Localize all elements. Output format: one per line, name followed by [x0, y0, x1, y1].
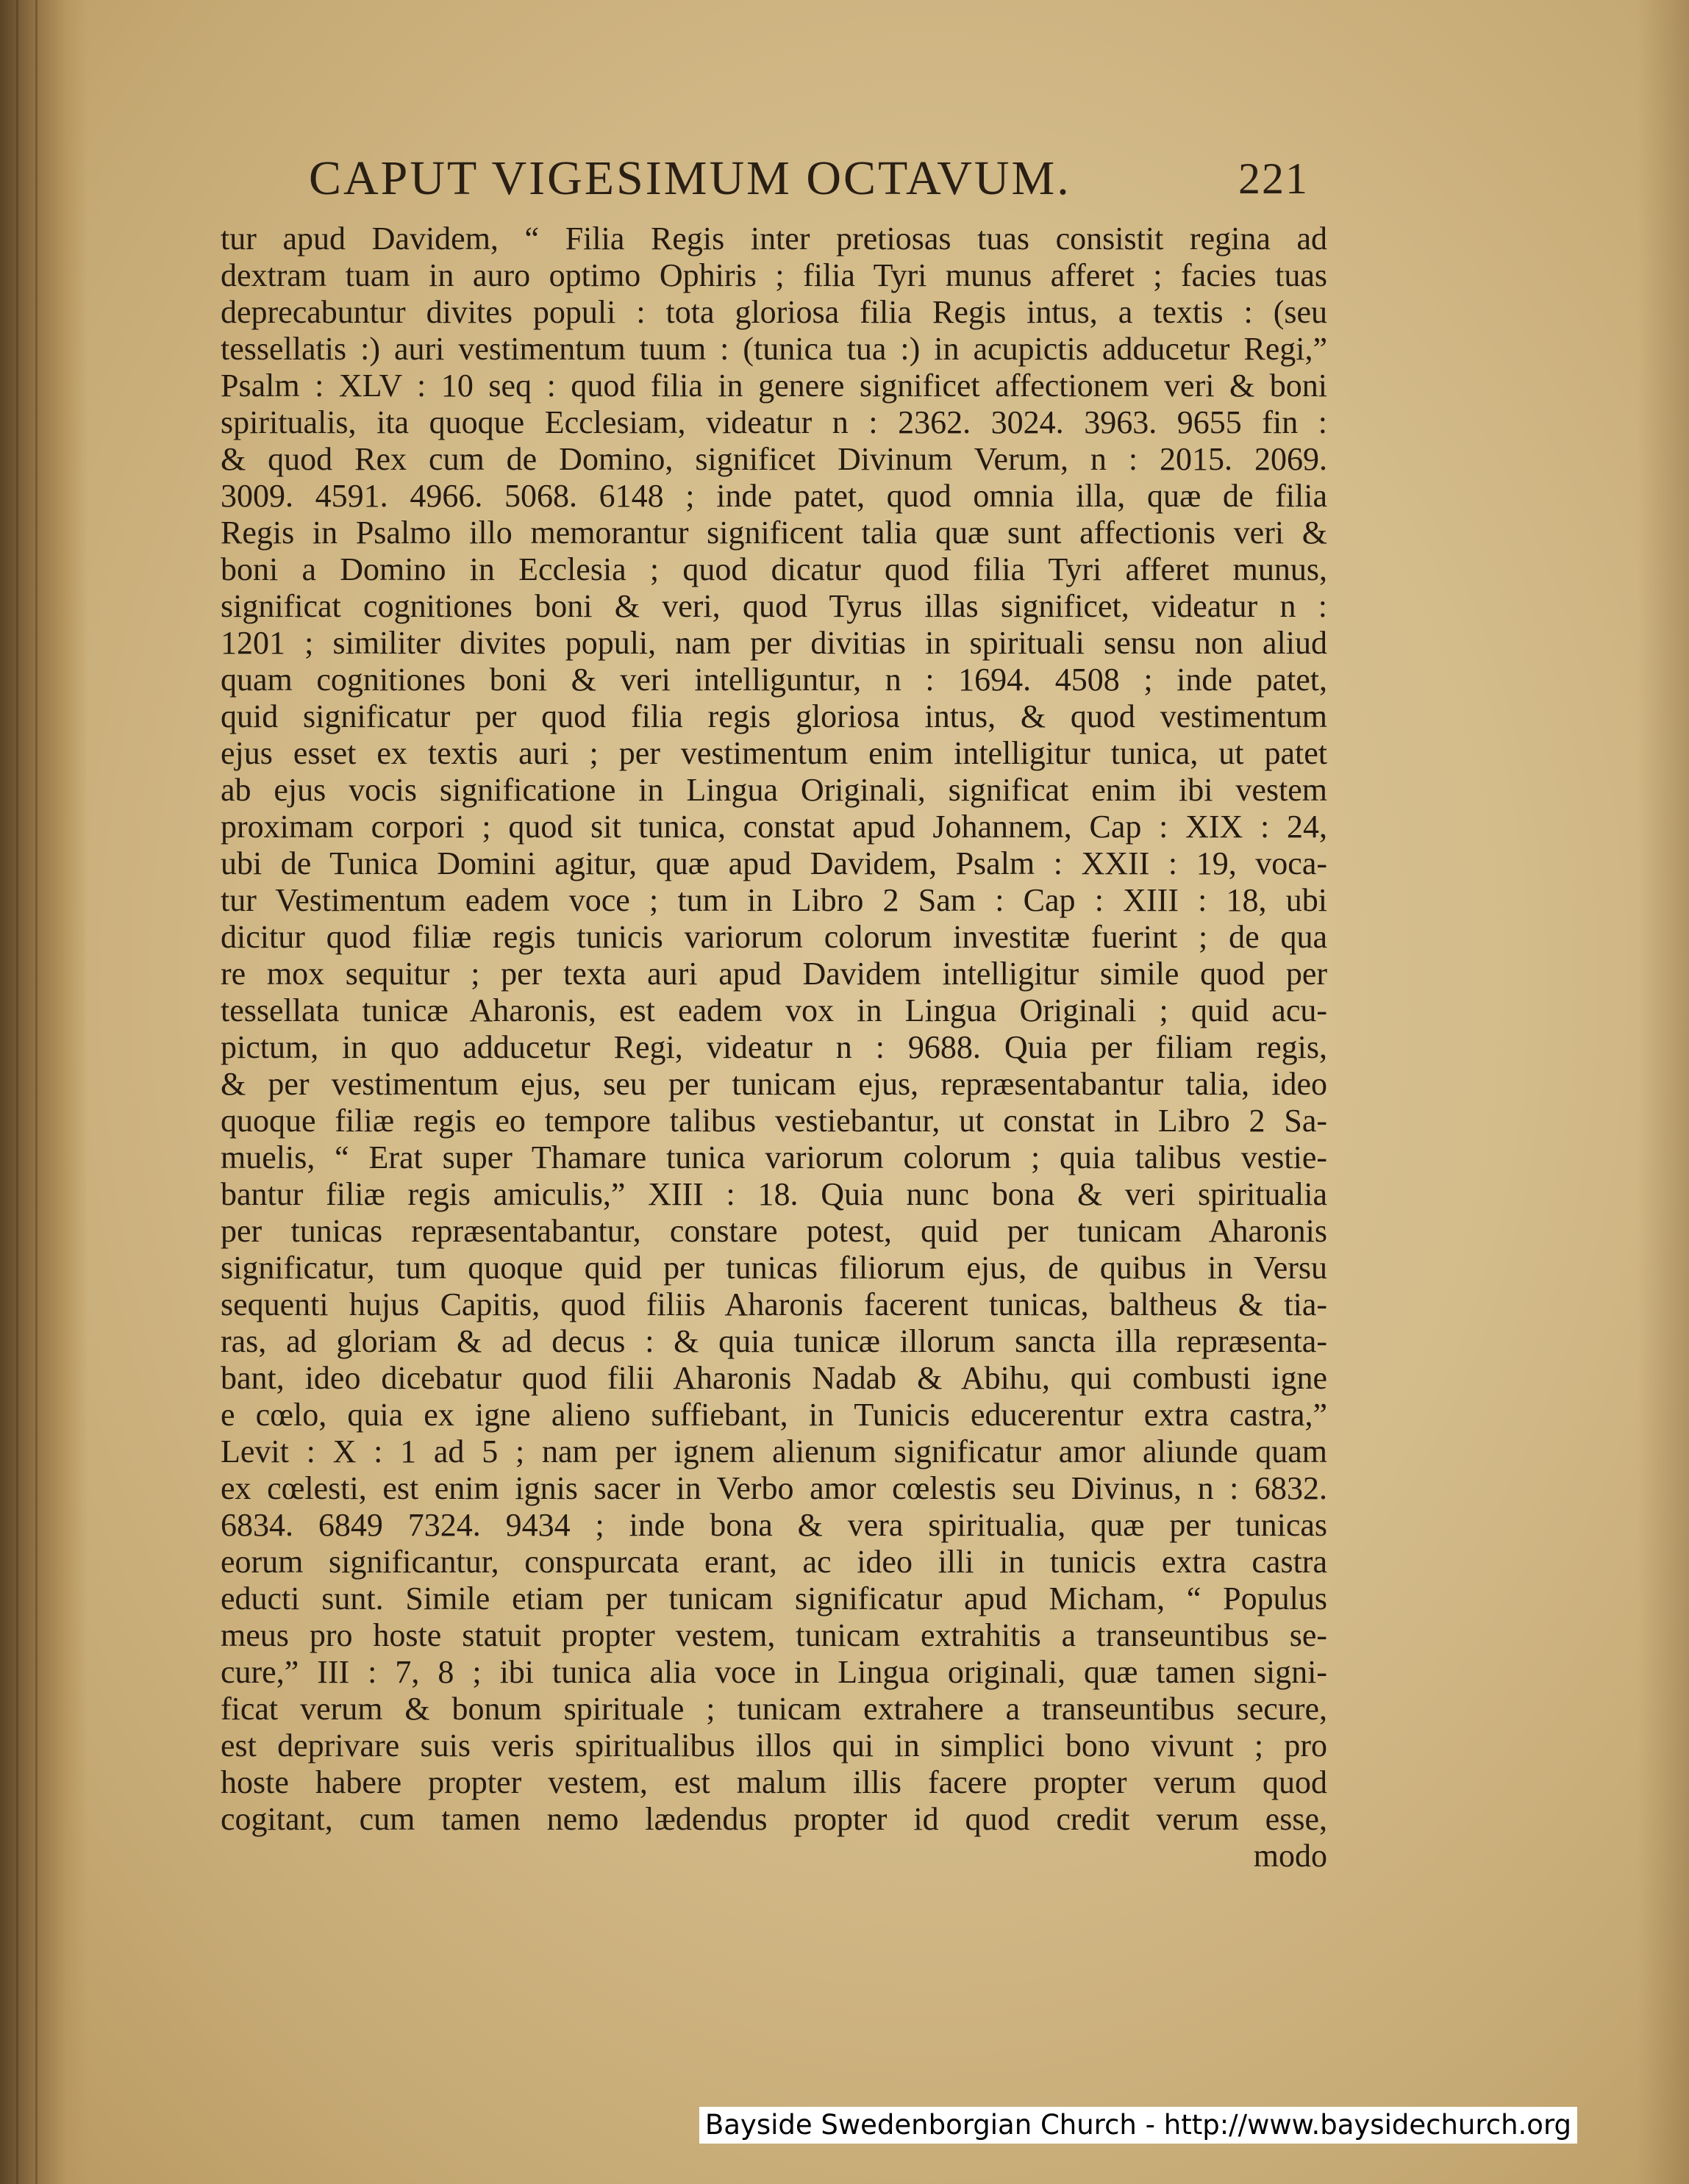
text-line: quam cognitiones boni & veri intelliguntur, n : 1694. 4508 ; inde patet, — [221, 662, 1327, 698]
text-line: tur Vestimentum eadem voce ; tum in Libro 2 Sam : Cap : XIII : 18, ubi — [221, 882, 1327, 918]
text-line: Regis in Psalmo illo memorantur significent talia quæ sunt affectionis veri & — [221, 515, 1327, 551]
text-line: tur apud Davidem, “ Filia Regis inter pretiosas tuas consistit regina ad — [221, 221, 1327, 257]
text-line: meus pro hoste statuit propter vestem, tunicam extrahitis a transeuntibus se- — [221, 1617, 1327, 1653]
catchword: modo — [1253, 1838, 1327, 1874]
text-line: 6834. 6849 7324. 9434 ; inde bona & vera spiritualia, quæ per tunicas — [221, 1507, 1327, 1543]
text-line: eorum significantur, conspurcata erant, ac ideo illi in tunicis extra castra — [221, 1544, 1327, 1580]
text-line: 1201 ; similiter divites populi, nam per divitias in spirituali sensu non aliud — [221, 625, 1327, 661]
text-line: cogitant, cum tamen nemo lædendus propter id quod credit verum esse, — [221, 1801, 1327, 1837]
text-line: proximam corpori ; quod sit tunica, constat apud Johannem, Cap : XIX : 24, — [221, 809, 1327, 845]
text-line: ab ejus vocis significatione in Lingua Originali, significat enim ibi vestem — [221, 772, 1327, 808]
text-line: bant, ideo dicebatur quod filii Aharonis Nadab & Abihu, qui combusti igne — [221, 1360, 1327, 1396]
text-line: & quod Rex cum de Domino, significet Divinum Verum, n : 2015. 2069. — [221, 441, 1327, 477]
text-line: hoste habere propter vestem, est malum illis facere propter verum quod — [221, 1764, 1327, 1800]
text-line: bantur filiæ regis amiculis,” XIII : 18. Quia nunc bona & veri spiritualia — [221, 1176, 1327, 1212]
gutter-edge-line — [35, 0, 38, 2184]
text-line: ex cœlesti, est enim ignis sacer in Verbo amor cœlestis seu Divinus, n : 6832. — [221, 1470, 1327, 1506]
text-line: significatur, tum quoque quid per tunicas filiorum ejus, de quibus in Versu — [221, 1250, 1327, 1286]
watermark-banner: Bayside Swedenborgian Church - http://www.baysidechurch.org — [699, 2107, 1577, 2144]
text-line: est deprivare suis veris spiritualibus illos qui in simplici bono vivunt ; pro — [221, 1727, 1327, 1764]
text-line: cure,” III : 7, 8 ; ibi tunica alia voce in Lingua originali, quæ tamen signi- — [221, 1654, 1327, 1690]
text-line: tessellatis :) auri vestimentum tuum : (tunica tua :) in acupictis adducetur Regi,” — [221, 331, 1327, 367]
text-line: 3009. 4591. 4966. 5068. 6148 ; inde patet, quod omnia illa, quæ de filia — [221, 478, 1327, 514]
text-line: pictum, in quo adducetur Regi, videatur n : 9688. Quia per filiam regis, — [221, 1029, 1327, 1065]
text-line: tessellata tunicæ Aharonis, est eadem vox in Lingua Originali ; quid acu- — [221, 992, 1327, 1028]
text-line: significat cognitiones boni & veri, quod Tyrus illas significet, videatur n : — [221, 588, 1327, 624]
body-text — [221, 221, 1327, 1875]
text-line: dicitur quod filiæ regis tunicis variorum colorum investitæ fuerint ; de qua — [221, 919, 1327, 955]
text-line: sequenti hujus Capitis, quod filiis Aharonis facerent tunicas, baltheus & tia- — [221, 1286, 1327, 1322]
text-line: & per vestimentum ejus, seu per tunicam ejus, repræsentabantur talia, ideo — [221, 1066, 1327, 1102]
text-line: ejus esset ex textis auri ; per vestimentum enim intelligitur tunica, ut patet — [221, 735, 1327, 771]
text-line: ubi de Tunica Domini agitur, quæ apud Davidem, Psalm : XXII : 19, voca- — [221, 845, 1327, 881]
text-line: Psalm : XLV : 10 seq : quod filia in genere significet affectionem veri & boni — [221, 368, 1327, 404]
page-edge-shade — [1638, 0, 1689, 2184]
text-line: e cœlo, quia ex igne alieno suffiebant, in Tunicis educerentur extra castra,” — [221, 1397, 1327, 1433]
page-header — [309, 151, 1309, 210]
text-line: dextram tuam in auro optimo Ophiris ; filia Tyri munus afferet ; facies tuas — [221, 257, 1327, 293]
running-title: CAPUT VIGESIMUM OCTAVUM. — [309, 151, 1071, 205]
page-number: 221 — [1238, 154, 1309, 203]
text-line: quid significatur per quod filia regis gloriosa intus, & quod vestimentum — [221, 698, 1327, 734]
text-line: quoque filiæ regis eo tempore talibus vestiebantur, ut constat in Libro 2 Sa- — [221, 1103, 1327, 1139]
text-line: per tunicas repræsentabantur, constare potest, quid per tunicam Aharonis — [221, 1213, 1327, 1249]
text-line: re mox sequitur ; per texta auri apud Davidem intelligitur simile quod per — [221, 956, 1327, 992]
text-line: ficat verum & bonum spirituale ; tunicam extrahere a transeuntibus secure, — [221, 1691, 1327, 1727]
text-line: Levit : X : 1 ad 5 ; nam per ignem alienum significatur amor aliunde quam — [221, 1433, 1327, 1469]
gutter-edge-line — [16, 0, 18, 2184]
book-gutter-shadow — [0, 0, 88, 2184]
text-line: boni a Domino in Ecclesia ; quod dicatur quod filia Tyri afferet munus, — [221, 551, 1327, 587]
text-line: ras, ad gloriam & ad decus : & quia tunicæ illorum sancta illa repræsenta- — [221, 1323, 1327, 1359]
text-line: muelis, “ Erat super Thamare tunica variorum colorum ; quia talibus vestie- — [221, 1139, 1327, 1175]
text-line: deprecabuntur divites populi : tota gloriosa filia Regis intus, a textis : (seu — [221, 294, 1327, 330]
text-line: educti sunt. Simile etiam per tunicam significatur apud Micham, “ Populus — [221, 1580, 1327, 1616]
text-line: spiritualis, ita quoque Ecclesiam, videatur n : 2362. 3024. 3963. 9655 fin : — [221, 404, 1327, 440]
